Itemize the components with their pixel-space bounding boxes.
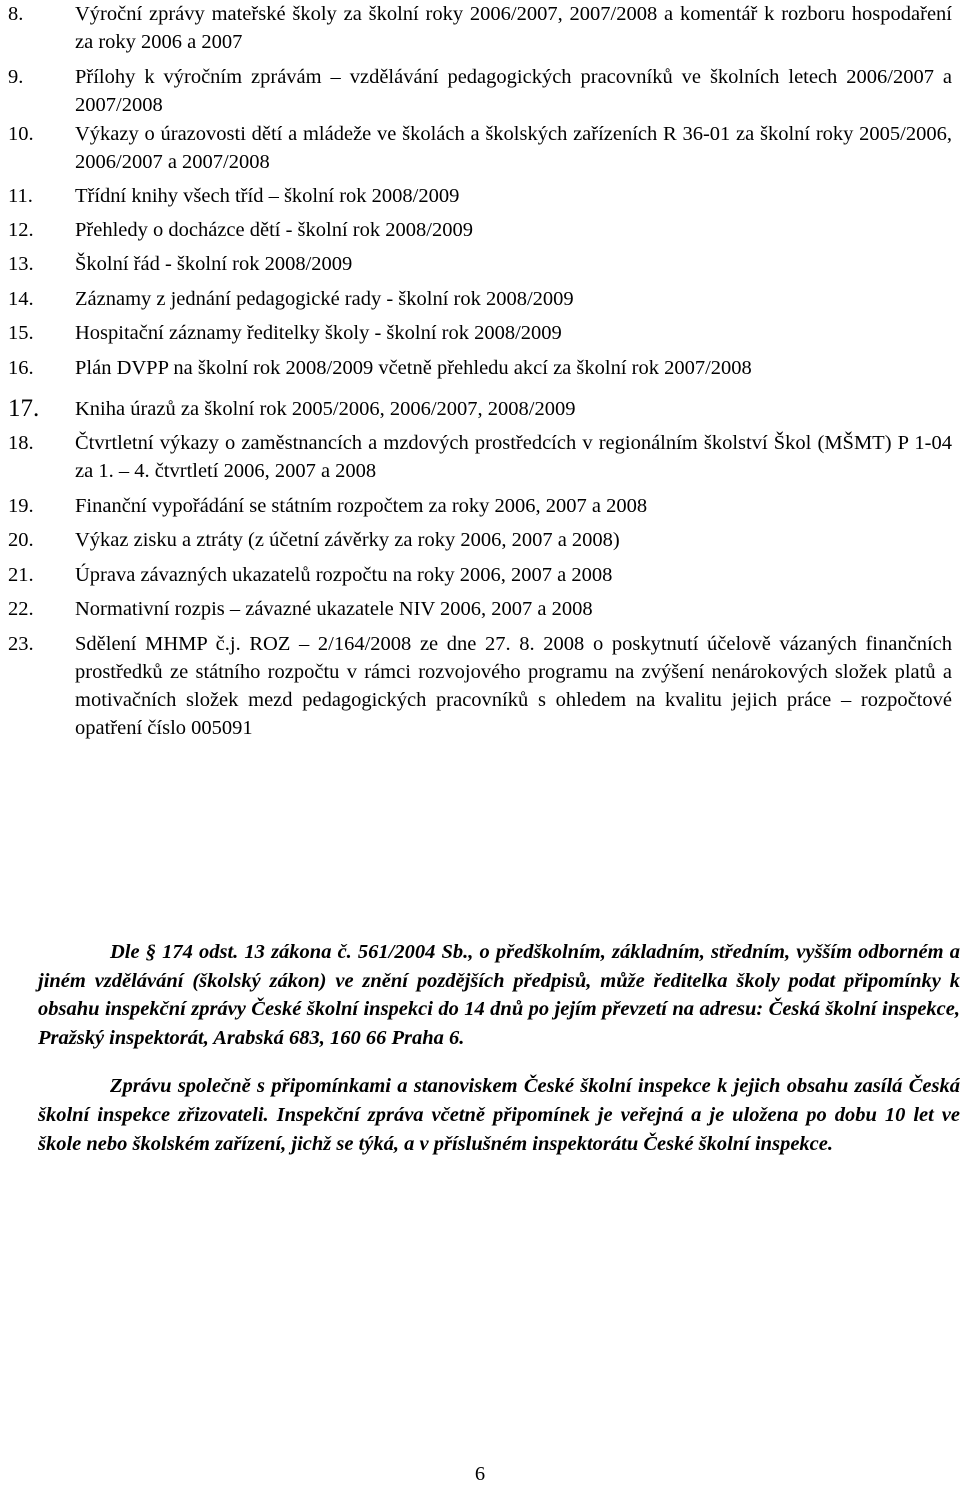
list-item-number: 13. [8, 253, 34, 275]
list-item-number: 16. [8, 357, 34, 379]
list-item-text: Přehledy o docházce dětí - školní rok 2008/2009 [75, 219, 473, 241]
list-item-text: Výkazy o úrazovosti dětí a mládeže ve školách a školských zařízeních R 36-01 za školní roky 2005/2006, 2006/2007 a 2007/2008 [75, 123, 952, 173]
list-item-text: Finanční vypořádání se státním rozpočtem za roky 2006, 2007 a 2008 [75, 495, 648, 517]
list-item-text: Sdělení MHMP č.j. ROZ – 2/164/2008 ze dne 27. 8. 2008 o poskytnutí účelově vázaných finančních prostředků ze státního rozpočtu v rámci rozvojového programu na zvýšení nenárokových složek platů a motivačních složek mezd pedagogických pracovníků s ohledem na kvalitu jejich práce – rozpočtové opatření číslo 005091 [75, 633, 952, 739]
list-item-number: 15. [8, 322, 34, 344]
list-item-number: 21. [8, 564, 34, 586]
list-item-text: Úprava závazných ukazatelů rozpočtu na roky 2006, 2007 a 2008 [75, 564, 613, 586]
list-item-text: Hospitační záznamy ředitelky školy - školní rok 2008/2009 [75, 322, 562, 344]
list-item-number: 14. [8, 288, 34, 310]
list-item-text: Kniha úrazů za školní rok 2005/2006, 2006/2007, 2008/2009 [75, 398, 576, 420]
inspection-notice [38, 938, 960, 1158]
list-item-text: Třídní knihy všech tříd – školní rok 2008/2009 [75, 185, 460, 207]
notice-paragraph: Dle § 174 odst. 13 zákona č. 561/2004 Sb., o předškolním, základním, středním, vyšším odborném a jiném vzdělávání (školský zákon) ve znění pozdějších předpisů, může ředitelka školy podat připomínky k obsahu inspekční zprávy České školní inspekci do 14 dnů po jejím převzetí na adresu: Česká školní inspekce, Pražský inspektorát, Arabská 683, 160 66 Praha 6. [38, 941, 960, 1049]
list-item-text: Výkaz zisku a ztráty (z účetní závěrky za roky 2006, 2007 a 2008) [75, 529, 620, 551]
list-item-text: Čtvrtletní výkazy o zaměstnancích a mzdových prostředcích v regionálním školství Škol (MŠMT) P 1-04 za 1. – 4. čtvrtletí 2006, 2007 a 2008 [75, 432, 952, 482]
list-item-number: 19. [8, 495, 34, 517]
list-item-number: 17. [8, 395, 40, 422]
page-number: 6 [474, 1463, 486, 1485]
list-item-number: 12. [8, 219, 34, 241]
list-item-text: Přílohy k výročním zprávám – vzdělávání pedagogických pracovníků ve školních letech 2006/2007 a 2007/2008 [75, 66, 952, 116]
list-item-text: Plán DVPP na školní rok 2008/2009 včetně přehledu akcí za školní rok 2007/2008 [75, 357, 752, 379]
list-item-text: Výroční zprávy mateřské školy za školní roky 2006/2007, 2007/2008 a komentář k rozboru hospodaření za roky 2006 a 2007 [75, 3, 952, 53]
list-item-number: 9. [8, 66, 24, 88]
list-item-number: 18. [8, 432, 34, 454]
list-item-number: 10. [8, 123, 34, 145]
list-item-text: Školní řád - školní rok 2008/2009 [75, 253, 353, 275]
list-item-text: Záznamy z jednání pedagogické rady - školní rok 2008/2009 [75, 288, 574, 310]
notice-paragraph: Zprávu společně s připomínkami a stanoviskem České školní inspekce k jejich obsahu zasílá Česká školní inspekce zřizovateli. Inspekční zpráva včetně připomínek je veřejná a je uložena po dobu 10 let ve škole nebo školském zařízení, jichž se týká, a v příslušném inspektorátu České školní inspekce. [38, 1075, 960, 1155]
list-item-number: 8. [8, 3, 24, 25]
list-item-number: 22. [8, 598, 34, 620]
list-item-number: 11. [8, 185, 33, 207]
list-item-text: Normativní rozpis – závazné ukazatele NIV 2006, 2007 a 2008 [75, 598, 593, 620]
list-item-number: 23. [8, 633, 34, 655]
list-item-number: 20. [8, 529, 34, 551]
